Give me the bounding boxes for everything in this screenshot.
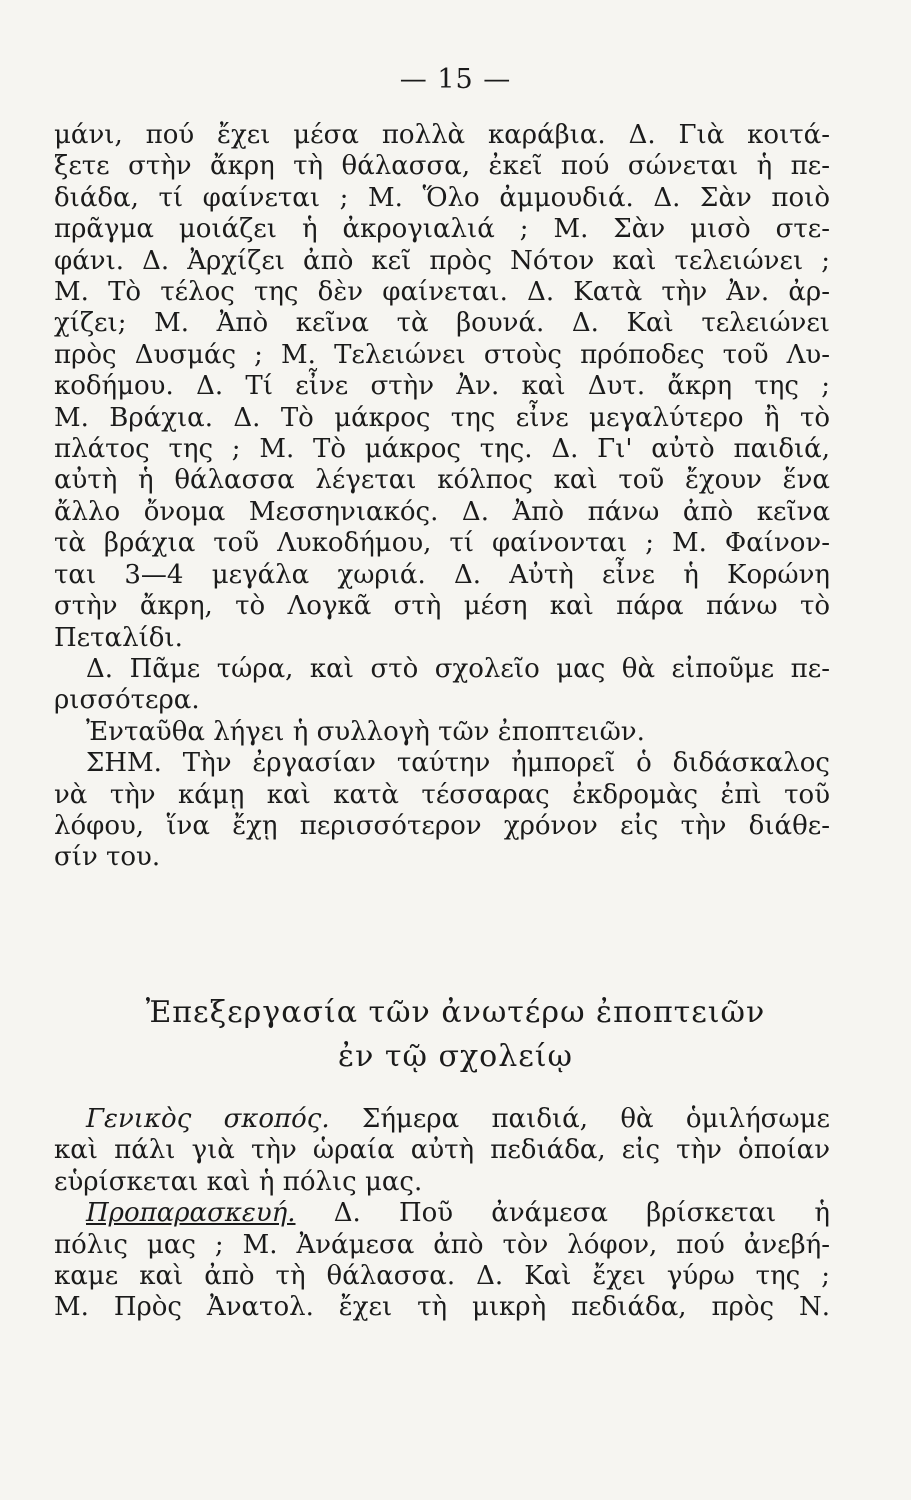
text-line: ρισσότερα.	[54, 685, 200, 716]
section-heading: Ἐπεξεργασία τῶν ἀνωτέρω ἐποπτειῶν	[145, 995, 766, 1030]
section-2-text: Δ. Ποῦ ἀνάμεσα βρίσκεται ἡ	[295, 1198, 830, 1229]
note-line: ΣΗΜ. Τὴν ἐργασίαν ταύτην ἠμπορεῖ ὁ διδάσκαλος	[86, 748, 830, 779]
text-line: φάνι. Δ. Ἀρχίζει ἀπὸ κεῖ πρὸς Νότον καὶ τελειώνει ;	[54, 245, 830, 276]
text-line: Ἐνταῦθα λήγει ἡ συλλογὴ τῶν ἐποπτειῶν.	[86, 716, 645, 747]
text-line: Μ. Πρὸς Ἀνατολ. ἔχει τὴ μικρὴ πεδιάδα, πρὸς Ν.	[54, 1292, 830, 1323]
text-line: πρὸς Δυσμάς ; Μ. Τελειώνει στοὺς πρόποδες τοῦ Λυ-	[54, 339, 830, 370]
body-text	[54, 120, 830, 874]
text-line: καὶ πάλι γιὰ τὴν ὡραία αὐτὴ πεδιάδα, εἰς τὴν ὁποίαν	[54, 1135, 830, 1166]
text-line: χίζει; Μ. Ἀπὸ κεῖνα τὰ βουνά. Δ. Καὶ τελειώνει	[54, 308, 830, 339]
text-line: ται 3—4 μεγάλα χωριά. Δ. Αὐτὴ εἶνε ἡ Κορώνη	[54, 559, 830, 590]
text-line: τὰ βράχια τοῦ Λυκοδήμου, τί φαίνονται ; Μ. Φαίνον-	[54, 528, 830, 559]
text-line: κοδήμου. Δ. Τί εἶνε στὴν Ἀν. καὶ Δυτ. ἄκρη της ;	[54, 371, 830, 402]
text-line: ἄλλο ὄνομα Μεσσηνιακός. Δ. Ἀπὸ πάνω ἀπὸ κεῖνα	[54, 496, 830, 527]
section-2-first-line	[54, 1198, 830, 1229]
text-line: διάδα, τί φαίνεται ; Μ. Ὅλο ἀμμουδιά. Δ. Σὰν ποιὸ	[54, 182, 830, 213]
text-line: πρᾶγμα μοιάζει ἡ ἀκρογιαλιά ; Μ. Σὰν μισὸ στε-	[54, 214, 830, 245]
note-line: λόφου, ἵνα ἔχῃ περισσότερον χρόνον εἰς τὴν διάθε-	[54, 810, 830, 841]
note-line: νὰ τὴν κάμῃ καὶ κατὰ τέσσαρας ἐκδρομὰς ἐπὶ τοῦ	[54, 779, 830, 810]
page-number: — 15 —	[399, 64, 512, 95]
section-text	[54, 1104, 830, 1324]
text-line: πλάτος της ; Μ. Τὸ μάκρος της. Δ. Γι' αὐτὸ παιδιά,	[54, 434, 830, 465]
text-line: Πεταλίδι.	[54, 622, 183, 653]
section-subheading: ἐν τῷ σχολείῳ	[338, 1039, 573, 1074]
section-1-first-line	[54, 1104, 830, 1135]
text-line: καμε καὶ ἀπὸ τὴ θάλασσα. Δ. Καὶ ἔχει γύρω της ;	[54, 1261, 830, 1292]
note-line: σίν του.	[54, 842, 161, 873]
text-line: Δ. Πᾶμε τώρα, καὶ στὸ σχολεῖο μας θὰ εἰποῦμε πε-	[86, 653, 830, 684]
text-line: ξετε στὴν ἄκρη τὴ θάλασσα, ἐκεῖ πού σώνεται ἡ πε-	[54, 151, 830, 182]
section-2-label: Προπαρασκευή.	[86, 1198, 296, 1229]
text-line: Μ. Τὸ τέλος της δὲν φαίνεται. Δ. Κατὰ τὴν Ἀν. ἀρ-	[54, 277, 830, 308]
section-1-label: Γενικὸς σκοπός.	[86, 1104, 330, 1134]
section-1-text: Σήμερα παιδιά, θὰ ὁμιλήσωμε	[329, 1104, 830, 1134]
text-line: στὴν ἄκρη, τὸ Λογκᾶ στὴ μέση καὶ πάρα πάνω τὸ	[54, 591, 830, 622]
text-line: εὑρίσκεται καὶ ἡ πόλις μας.	[54, 1166, 423, 1197]
text-line: μάνι, πού ἔχει μέσα πολλὰ καράβια. Δ. Γιὰ κοιτά-	[54, 120, 830, 150]
text-line: Μ. Βράχια. Δ. Τὸ μάκρος της εἶνε μεγαλύτερο ἢ τὸ	[54, 402, 830, 433]
text-line: πόλις μας ; Μ. Ἀνάμεσα ἀπὸ τὸν λόφον, πού ἀνεβή-	[54, 1229, 830, 1260]
text-line: αὐτὴ ἡ θάλασσα λέγεται κόλπος καὶ τοῦ ἔχουν ἕνα	[54, 465, 830, 496]
